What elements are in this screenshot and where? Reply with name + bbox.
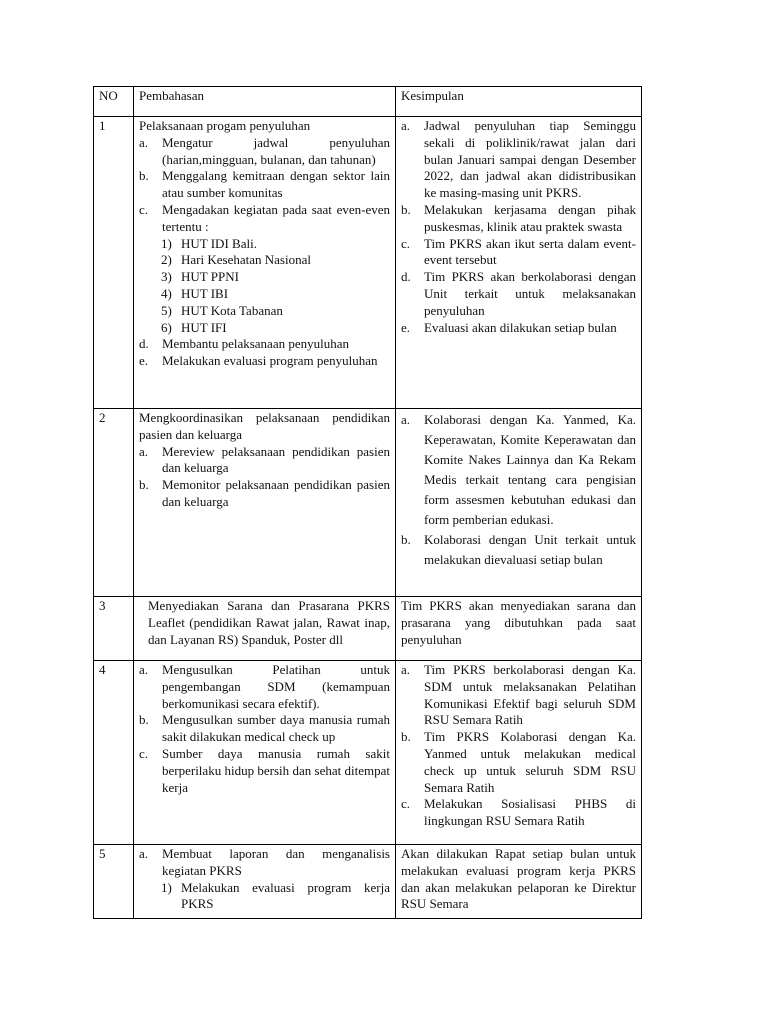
list-marker: a. — [401, 412, 411, 427]
list-text: Melakukan evaluasi program penyuluhan — [162, 353, 378, 369]
row-number: 4 — [94, 661, 134, 845]
list-marker: d. — [401, 269, 411, 285]
list-marker: e. — [139, 353, 149, 369]
pembahasan-cell — [134, 661, 396, 845]
list-item — [401, 236, 636, 270]
table-row — [94, 117, 642, 409]
sub-list-item — [139, 320, 390, 337]
list-marker: c. — [401, 796, 411, 812]
list-item — [139, 846, 390, 880]
list-text: Tim PKRS akan berkolaborasi dengan Unit terkait untuk melaksanakan penyuluhan — [424, 269, 636, 318]
list-marker: d. — [139, 336, 149, 352]
sub-list-text: HUT Kota Tabanan — [181, 302, 283, 318]
list-text: Tim PKRS Kolaborasi dengan Ka. Yanmed untuk melakukan medical check up untuk seluruh SDM RSU Semara Ratih — [424, 729, 636, 795]
sub-list-text: Melakukan evaluasi program kerja PKRS — [181, 879, 390, 912]
list-item — [139, 712, 390, 746]
row-number: 1 — [94, 117, 134, 409]
list-text: Membantu pelaksanaan penyuluhan — [162, 336, 349, 352]
sub-list-marker: 4) — [161, 285, 172, 301]
list-text: Mengusulkan sumber daya manusia rumah sakit dilakukan medical check up — [162, 712, 390, 745]
list-item — [401, 410, 636, 530]
list-text: Melakukan Sosialisasi PHBS di lingkungan RSU Semara Ratih — [424, 796, 636, 829]
list-marker: b. — [401, 729, 411, 745]
row-number: 5 — [94, 845, 134, 919]
list-text: Kolaborasi dengan Ka. Yanmed, Ka. Keperawatan, Komite Keperawatan dan Komite Nakes Lainnya dan Ka Rekam Medis terkait tentang cara pengisian form assesmen kebutuhan edukasi dan form pemberian edukasi. — [424, 412, 636, 527]
sub-list-item — [139, 286, 390, 303]
list-text: Sumber daya manusia rumah sakit berperilaku hidup bersih dan sehat ditempat kerja — [162, 745, 390, 795]
pembahasan-intro: Mengkoordinasikan pelaksanaan pendidikan pasien dan keluarga — [139, 410, 390, 442]
list-item — [139, 746, 390, 796]
sub-list-item — [139, 252, 390, 269]
sub-list-marker: 6) — [161, 319, 172, 335]
list-item — [401, 202, 636, 236]
list-item — [139, 202, 390, 236]
table-row — [94, 409, 642, 597]
list-marker: a. — [139, 134, 149, 150]
list-text: Kolaborasi dengan Unit terkait untuk melakukan dievaluasi setiap bulan — [424, 532, 636, 567]
sub-list-marker: 2) — [161, 252, 172, 268]
table-row — [94, 845, 642, 919]
list-item — [401, 530, 636, 570]
list-text: Jadwal penyuluhan tiap Seminggu sekali di poliklinik/rawat jalan dari bulan Januari sampai dengan Desember 2022, dan jadwal akan didistribusikan ke masing-masing unit PKRS. — [424, 118, 636, 201]
list-item — [139, 477, 390, 511]
list-text: Melakukan kerjasama dengan pihak puskesmas, klinik atau praktek swasta — [424, 201, 636, 234]
list-text: Mengatur jadwal penyuluhan (harian,mingguan, bulanan, dan tahunan) — [162, 134, 390, 167]
pembahasan-intro: Pelaksanaan progam penyuluhan — [139, 118, 311, 133]
list-marker: e. — [401, 319, 411, 335]
sub-list-text: HUT IDI Bali. — [181, 235, 257, 251]
list-marker: c. — [139, 745, 149, 761]
kesimpulan-cell — [396, 661, 642, 845]
list-marker: c. — [139, 201, 149, 217]
row-number: 3 — [94, 597, 134, 661]
list-item — [139, 135, 390, 169]
list-marker: b. — [139, 168, 149, 184]
list-text: Memonitor pelaksanaan pendidikan pasien dan keluarga — [162, 477, 390, 509]
list-text: Mengadakan kegiatan pada saat even-even tertentu : — [162, 201, 390, 234]
header-pembahasan: Pembahasan — [134, 87, 396, 117]
list-text: Tim PKRS berkolaborasi dengan Ka. SDM untuk melaksanakan Pelatihan Komunikasi Efektif bagi seluruh SDM RSU Semara Ratih — [424, 662, 636, 728]
table-row — [94, 597, 642, 661]
kesimpulan-cell — [396, 117, 642, 409]
list-item — [139, 353, 390, 370]
header-no: NO — [94, 87, 134, 117]
list-text: Mengusulkan Pelatihan untuk pengembangan SDM (kemampuan berkomunikasi secara efektif). — [162, 662, 390, 711]
list-marker: a. — [401, 118, 411, 133]
sub-list-marker: 3) — [161, 269, 172, 285]
list-marker: a. — [139, 443, 149, 459]
sub-list-item — [139, 880, 390, 914]
row-number: 2 — [94, 409, 134, 597]
table-header-row — [94, 87, 642, 117]
header-kesimpulan: Kesimpulan — [396, 87, 642, 117]
list-marker: b. — [139, 477, 149, 493]
list-item — [139, 336, 390, 353]
sub-list-text: Hari Kesehatan Nasional — [181, 252, 311, 268]
pembahasan-cell — [134, 117, 396, 409]
list-marker: c. — [401, 235, 411, 251]
kesimpulan-cell: Akan dilakukan Rapat setiap bulan untuk melakukan evaluasi program kerja PKRS dan akan melakukan pelaporan ke Direktur RSU Semara — [396, 845, 642, 919]
sub-list-item — [139, 303, 390, 320]
discussion-table — [93, 86, 642, 919]
list-item — [139, 444, 390, 478]
kesimpulan-cell: Tim PKRS akan menyediakan sarana dan prasarana yang dibutuhkan pada saat penyuluhan — [396, 597, 642, 661]
sub-list-marker: 1) — [161, 235, 172, 251]
kesimpulan-cell — [396, 409, 642, 597]
list-item — [401, 729, 636, 796]
table-row — [94, 661, 642, 845]
pembahasan-cell — [134, 409, 396, 597]
list-marker: a. — [401, 662, 411, 677]
list-item — [139, 168, 390, 202]
list-item — [401, 662, 636, 729]
sub-list-item — [139, 269, 390, 286]
list-marker: a. — [139, 662, 149, 677]
list-text: Membuat laporan dan menganalisis kegiatan PKRS — [162, 846, 390, 878]
sub-list-item — [139, 236, 390, 253]
list-item — [139, 662, 390, 712]
sub-list-text: HUT PPNI — [181, 269, 239, 285]
sub-list-marker: 1) — [161, 879, 172, 895]
list-marker: a. — [139, 846, 149, 861]
list-marker: b. — [401, 532, 411, 547]
list-item — [401, 269, 636, 319]
pembahasan-cell: Menyediakan Sarana dan Prasarana PKRS Leaflet (pendidikan Rawat jalan, Rawat inap, dan Layanan RS) Spanduk, Poster dll — [134, 597, 396, 661]
sub-list-text: HUT IFI — [181, 319, 227, 335]
list-text: Menggalang kemitraan dengan sektor lain atau sumber komunitas — [162, 168, 390, 201]
list-item — [401, 118, 636, 202]
sub-list-marker: 5) — [161, 302, 172, 318]
list-item — [401, 796, 636, 830]
list-item — [401, 320, 636, 337]
list-text: Evaluasi akan dilakukan setiap bulan — [424, 319, 617, 335]
pembahasan-cell — [134, 845, 396, 919]
list-marker: b. — [139, 712, 149, 728]
list-text: Tim PKRS akan ikut serta dalam event-event tersebut — [424, 235, 636, 268]
list-text: Mereview pelaksanaan pendidikan pasien dan keluarga — [162, 443, 390, 476]
sub-list-text: HUT IBI — [181, 285, 229, 301]
list-marker: b. — [401, 201, 411, 217]
